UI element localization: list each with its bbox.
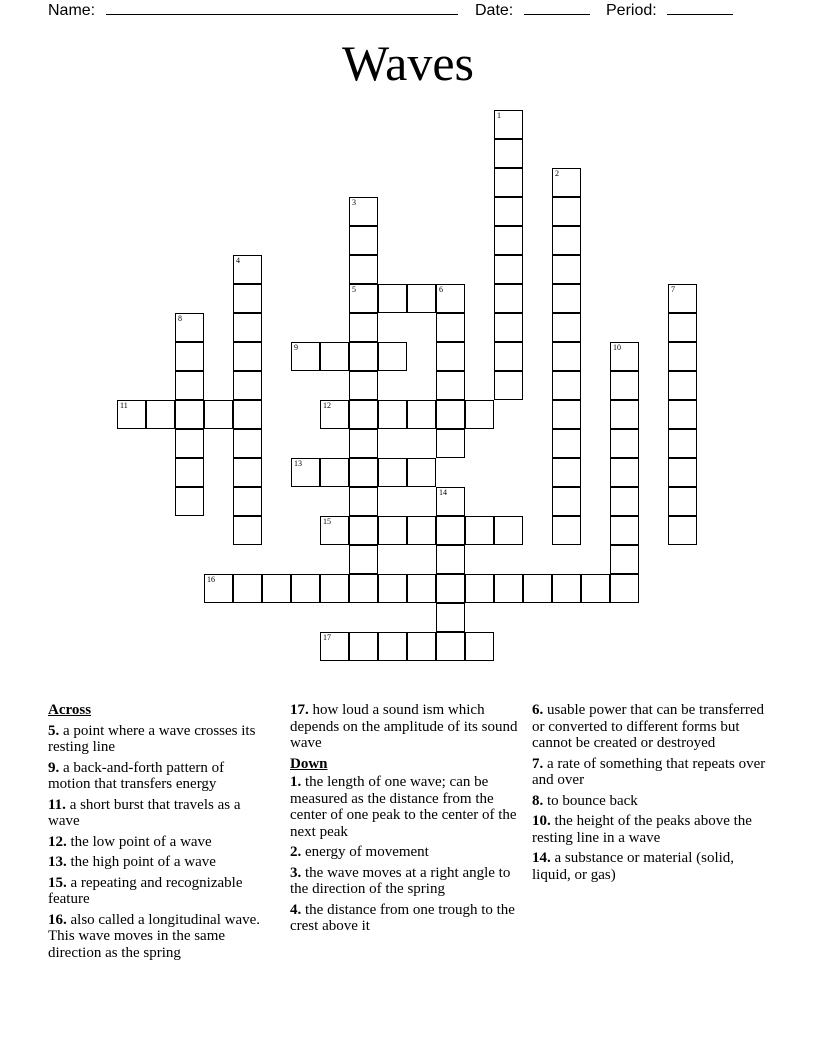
grid-cell[interactable] <box>320 400 349 429</box>
clue-item <box>532 850 768 883</box>
grid-cell[interactable] <box>494 139 523 168</box>
grid-cell[interactable] <box>552 255 581 284</box>
grid-cell[interactable] <box>436 603 465 632</box>
grid-cell[interactable] <box>291 342 320 371</box>
grid-cell[interactable] <box>407 284 436 313</box>
grid-cell[interactable] <box>233 487 262 516</box>
clue-item-number: 3. <box>290 864 302 881</box>
grid-cell[interactable] <box>320 458 349 487</box>
grid-cell[interactable] <box>581 574 610 603</box>
grid-cell[interactable] <box>407 400 436 429</box>
clue-item-number: 15. <box>48 874 67 891</box>
grid-cell[interactable] <box>494 168 523 197</box>
clue-item-number: 11. <box>48 796 66 813</box>
grid-cell[interactable] <box>233 400 262 429</box>
grid-cell[interactable] <box>552 371 581 400</box>
grid-cell[interactable] <box>436 487 465 516</box>
grid-cell[interactable] <box>436 632 465 661</box>
grid-cell[interactable] <box>378 574 407 603</box>
grid-cell[interactable] <box>320 574 349 603</box>
clue-item-text: the height of the peaks above the resting line in a wave <box>532 813 752 846</box>
clue-item <box>290 702 526 752</box>
grid-cell[interactable] <box>610 400 639 429</box>
clue-item-number: 1. <box>290 774 302 790</box>
clue-number: 14 <box>439 488 447 497</box>
grid-cell[interactable] <box>349 516 378 545</box>
clue-item-text: the distance from one trough to the crest above it <box>290 901 515 934</box>
grid-cell[interactable] <box>552 342 581 371</box>
grid-cell[interactable] <box>552 516 581 545</box>
grid-cell[interactable] <box>436 429 465 458</box>
clue-item-text: a substance or material (solid, liquid, or gas) <box>532 850 735 883</box>
grid-cell[interactable] <box>610 516 639 545</box>
grid-cell[interactable] <box>494 371 523 400</box>
grid-cell[interactable] <box>407 632 436 661</box>
clue-item <box>532 702 768 752</box>
clue-item <box>532 756 768 789</box>
period-label: Period: <box>606 2 657 19</box>
grid-cell[interactable] <box>175 371 204 400</box>
grid-cell[interactable] <box>233 284 262 313</box>
grid-cell[interactable] <box>465 516 494 545</box>
grid-cell[interactable] <box>668 516 697 545</box>
grid-cell[interactable] <box>204 400 233 429</box>
grid-cell[interactable] <box>233 342 262 371</box>
grid-cell[interactable] <box>146 400 175 429</box>
name-label: Name: <box>48 2 96 19</box>
grid-cell[interactable] <box>349 400 378 429</box>
grid-cell[interactable] <box>610 545 639 574</box>
clues-column-3 <box>532 702 768 887</box>
clue-number: 5 <box>352 285 356 294</box>
grid-cell[interactable] <box>610 371 639 400</box>
date-label: Date: <box>475 2 514 19</box>
grid-cell[interactable] <box>349 197 378 226</box>
clue-item-text: a repeating and recognizable feature <box>48 874 243 907</box>
clue-item <box>290 902 526 935</box>
grid-cell[interactable] <box>436 545 465 574</box>
clue-number: 7 <box>671 285 675 294</box>
grid-cell[interactable] <box>552 226 581 255</box>
clue-item <box>48 912 270 962</box>
grid-cell[interactable] <box>349 429 378 458</box>
clue-number: 1 <box>497 111 501 120</box>
grid-cell[interactable] <box>552 197 581 226</box>
grid-cell[interactable] <box>465 574 494 603</box>
grid-cell[interactable] <box>668 371 697 400</box>
grid-cell[interactable] <box>494 284 523 313</box>
grid-cell[interactable] <box>494 110 523 139</box>
clue-number: 15 <box>323 517 331 526</box>
grid-cell[interactable] <box>436 400 465 429</box>
clue-item <box>532 793 768 810</box>
grid-cell[interactable] <box>494 516 523 545</box>
grid-cell[interactable] <box>436 284 465 313</box>
clue-item-number: 7. <box>532 755 544 772</box>
clue-item <box>290 865 526 898</box>
clue-item-text: usable power that can be transferred or converted to different forms but cannot be created or destroyed <box>532 702 764 751</box>
grid-cell[interactable] <box>117 400 146 429</box>
clue-item-text: the high point of a wave <box>70 854 216 870</box>
grid-cell[interactable] <box>175 400 204 429</box>
grid-cell[interactable] <box>349 342 378 371</box>
grid-cell[interactable] <box>552 313 581 342</box>
clue-item-number: 16. <box>48 911 67 928</box>
grid-cell[interactable] <box>378 458 407 487</box>
clue-number: 4 <box>236 256 240 265</box>
down-heading: Down <box>290 755 328 772</box>
grid-cell[interactable] <box>349 458 378 487</box>
grid-cell[interactable] <box>668 458 697 487</box>
grid-cell[interactable] <box>407 574 436 603</box>
grid-cell[interactable] <box>668 487 697 516</box>
clue-item <box>48 854 270 871</box>
grid-cell[interactable] <box>436 313 465 342</box>
grid-cell[interactable] <box>175 313 204 342</box>
clue-number: 3 <box>352 198 356 207</box>
grid-cell[interactable] <box>320 516 349 545</box>
clue-item-text: the length of one wave; can be measured as the distance from the center of one peak to the center of the next peak <box>290 774 517 840</box>
grid-cell[interactable] <box>378 284 407 313</box>
grid-cell[interactable] <box>349 313 378 342</box>
clue-item-number: 12. <box>48 833 67 850</box>
grid-cell[interactable] <box>291 574 320 603</box>
clue-number: 9 <box>294 343 298 352</box>
clue-item-text: a point where a wave crosses its resting line <box>48 722 256 755</box>
grid-cell[interactable] <box>175 458 204 487</box>
grid-cell[interactable] <box>175 342 204 371</box>
clue-item-number: 17. <box>290 702 309 718</box>
clue-item-number: 9. <box>48 759 60 776</box>
grid-cell[interactable] <box>436 516 465 545</box>
grid-cell[interactable] <box>233 458 262 487</box>
clue-number: 6 <box>439 285 443 294</box>
grid-cell[interactable] <box>204 574 233 603</box>
grid-cell[interactable] <box>320 632 349 661</box>
grid-cell[interactable] <box>610 458 639 487</box>
grid-cell[interactable] <box>494 313 523 342</box>
clue-item-text: a short burst that travels as a wave <box>48 796 241 829</box>
grid-cell[interactable] <box>494 342 523 371</box>
clue-item-number: 4. <box>290 901 302 918</box>
grid-cell[interactable] <box>668 313 697 342</box>
grid-cell[interactable] <box>320 342 349 371</box>
grid-cell[interactable] <box>349 545 378 574</box>
grid-cell[interactable] <box>523 574 552 603</box>
clue-item-number: 8. <box>532 792 544 809</box>
grid-cell[interactable] <box>494 574 523 603</box>
clue-item <box>532 813 768 846</box>
grid-cell[interactable] <box>436 574 465 603</box>
grid-cell[interactable] <box>378 516 407 545</box>
clue-item <box>48 760 270 793</box>
grid-cell[interactable] <box>175 487 204 516</box>
grid-cell[interactable] <box>378 400 407 429</box>
grid-cell[interactable] <box>610 342 639 371</box>
grid-cell[interactable] <box>349 632 378 661</box>
clue-number: 17 <box>323 633 331 642</box>
grid-cell[interactable] <box>233 516 262 545</box>
grid-cell[interactable] <box>407 516 436 545</box>
clue-number: 16 <box>207 575 215 584</box>
clue-item-text: to bounce back <box>547 792 638 809</box>
grid-cell[interactable] <box>407 458 436 487</box>
clue-item-number: 6. <box>532 702 544 718</box>
grid-cell[interactable] <box>262 574 291 603</box>
clue-item <box>290 844 526 861</box>
clue-number: 8 <box>178 314 182 323</box>
grid-cell[interactable] <box>349 255 378 284</box>
grid-cell[interactable] <box>233 429 262 458</box>
grid-cell[interactable] <box>494 255 523 284</box>
grid-cell[interactable] <box>291 458 320 487</box>
grid-cell[interactable] <box>552 574 581 603</box>
grid-cell[interactable] <box>552 168 581 197</box>
grid-cell[interactable] <box>233 371 262 400</box>
clue-number: 11 <box>120 401 128 410</box>
grid-cell[interactable] <box>465 400 494 429</box>
clue-item-number: 2. <box>290 844 302 860</box>
clue-item-number: 14. <box>532 850 551 866</box>
grid-cell[interactable] <box>668 429 697 458</box>
grid-cell[interactable] <box>552 429 581 458</box>
grid-cell[interactable] <box>175 429 204 458</box>
grid-cell[interactable] <box>465 632 494 661</box>
grid-cell[interactable] <box>610 487 639 516</box>
grid-cell[interactable] <box>668 400 697 429</box>
clue-item <box>48 834 270 851</box>
grid-cell[interactable] <box>668 342 697 371</box>
grid-cell[interactable] <box>349 371 378 400</box>
grid-cell[interactable] <box>378 342 407 371</box>
grid-cell[interactable] <box>349 574 378 603</box>
grid-cell[interactable] <box>349 284 378 313</box>
clue-item-text: how loud a sound ism which depends on the amplitude of its sound wave <box>290 702 518 751</box>
grid-cell[interactable] <box>552 458 581 487</box>
grid-cell[interactable] <box>668 284 697 313</box>
clue-item <box>48 723 270 756</box>
grid-cell[interactable] <box>436 342 465 371</box>
grid-cell[interactable] <box>610 574 639 603</box>
clue-item <box>48 797 270 830</box>
clue-item-text: a rate of something that repeats over and over <box>532 755 766 788</box>
grid-cell[interactable] <box>233 255 262 284</box>
clue-number: 2 <box>555 169 559 178</box>
grid-cell[interactable] <box>552 487 581 516</box>
clue-item-number: 10. <box>532 813 551 829</box>
grid-cell[interactable] <box>552 284 581 313</box>
grid-cell[interactable] <box>610 429 639 458</box>
clue-number: 12 <box>323 401 331 410</box>
clue-item <box>290 774 526 840</box>
grid-cell[interactable] <box>494 226 523 255</box>
page-title: Waves <box>341 35 475 91</box>
grid-cell[interactable] <box>233 313 262 342</box>
clues-column-1 <box>48 702 270 965</box>
clue-item-text: the wave moves at a right angle to the direction of the spring <box>290 864 511 897</box>
grid-cell[interactable] <box>349 487 378 516</box>
grid-cell[interactable] <box>378 632 407 661</box>
grid-cell[interactable] <box>436 371 465 400</box>
clue-item-number: 13. <box>48 854 67 870</box>
grid-cell[interactable] <box>494 197 523 226</box>
clues-column-2 <box>290 702 526 939</box>
across-heading: Across <box>48 702 92 718</box>
clue-item-text: a back-and-forth pattern of motion that transfers energy <box>48 759 225 792</box>
clue-item-text: also called a longitudinal wave. This wave moves in the same direction as the spring <box>48 911 261 961</box>
clue-item-number: 5. <box>48 722 60 739</box>
grid-cell[interactable] <box>349 226 378 255</box>
grid-cell[interactable] <box>233 574 262 603</box>
clue-item-text: energy of movement <box>305 844 429 860</box>
clue-item-text: the low point of a wave <box>70 833 212 850</box>
clue-number: 13 <box>294 459 302 468</box>
clue-item <box>48 875 270 908</box>
grid-cell[interactable] <box>552 400 581 429</box>
clue-number: 10 <box>613 343 621 352</box>
